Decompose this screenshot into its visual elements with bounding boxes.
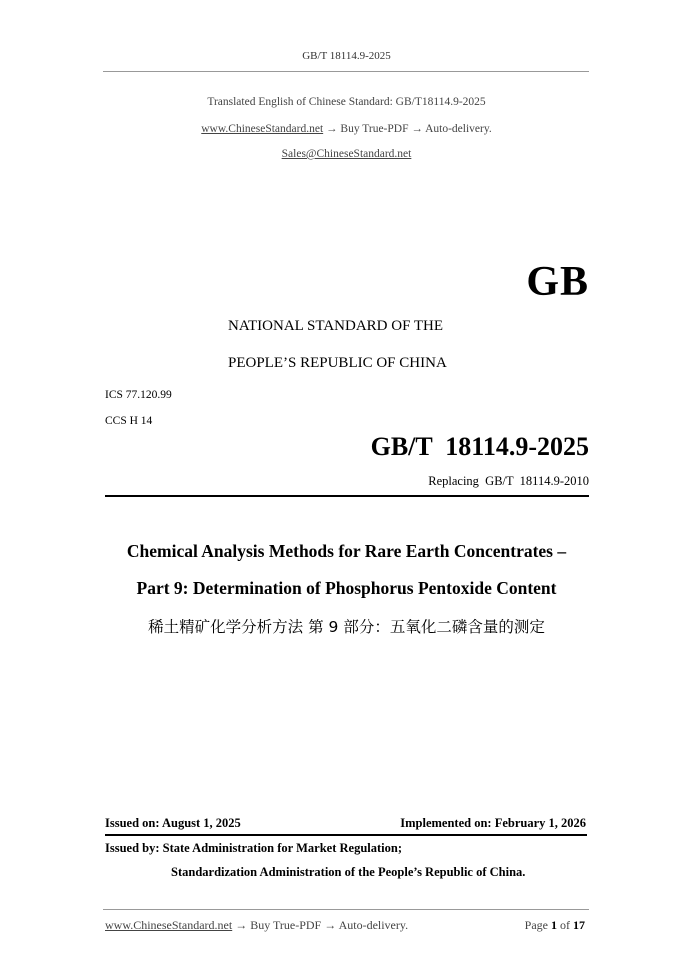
page-number bbox=[525, 918, 585, 933]
national-standard-line-1: NATIONAL STANDARD OF THE bbox=[228, 318, 444, 334]
gb-logo: GB bbox=[526, 259, 589, 305]
footer-promo bbox=[105, 918, 408, 933]
page-current: 1 bbox=[551, 918, 557, 932]
page-label: Page bbox=[524, 918, 548, 932]
promo-line-2-text: → Buy True-PDF → Auto-delivery. bbox=[323, 123, 492, 135]
national-standard-line-2: PEOPLE’S REPUBLIC OF CHINA bbox=[228, 355, 447, 371]
promo-line-1: Translated English of Chinese Standard: GB/T18114.9-2025 bbox=[207, 96, 486, 108]
issued-by-line-2: Standardization Administration of the People’s Republic of China. bbox=[171, 865, 526, 879]
replacing-note: Replacing GB/T 18114.9-2010 bbox=[428, 474, 589, 488]
issued-on: Issued on: August 1, 2025 bbox=[105, 816, 241, 830]
title-line-2: Part 9: Determination of Phosphorus Pentoxide Content bbox=[136, 578, 557, 598]
ics-code: ICS 77.120.99 bbox=[105, 389, 172, 401]
ccs-code: CCS H 14 bbox=[105, 415, 153, 427]
footer-divider bbox=[103, 909, 589, 910]
implemented-on: Implemented on: February 1, 2026 bbox=[400, 816, 586, 830]
running-head: GB/T 18114.9-2025 bbox=[302, 50, 391, 62]
standard-number: GB/T 18114.9-2025 bbox=[370, 432, 589, 461]
chinese-title: 稀土精矿化学分析方法 第 9 部分：五氧化二磷含量的测定 bbox=[148, 618, 545, 636]
issue-divider bbox=[105, 834, 587, 836]
top-divider bbox=[103, 71, 589, 72]
promo-line-3 bbox=[0, 148, 693, 160]
site-link[interactable]: www.ChineseStandard.net bbox=[201, 123, 324, 135]
footer-site-link[interactable]: www.ChineseStandard.net bbox=[105, 918, 233, 932]
page-of: of bbox=[560, 918, 570, 932]
email-link[interactable]: Sales@ChineseStandard.net bbox=[281, 148, 412, 160]
title-line-1: Chemical Analysis Methods for Rare Earth Concentrates – bbox=[126, 541, 567, 561]
issued-by-line-1: Issued by: State Administration for Market Regulation; bbox=[105, 841, 402, 855]
footer-promo-text: → Buy True-PDF → Auto-delivery. bbox=[232, 918, 409, 932]
promo-line-2 bbox=[0, 123, 693, 135]
page-total: 17 bbox=[573, 918, 585, 932]
header-divider bbox=[105, 495, 589, 497]
